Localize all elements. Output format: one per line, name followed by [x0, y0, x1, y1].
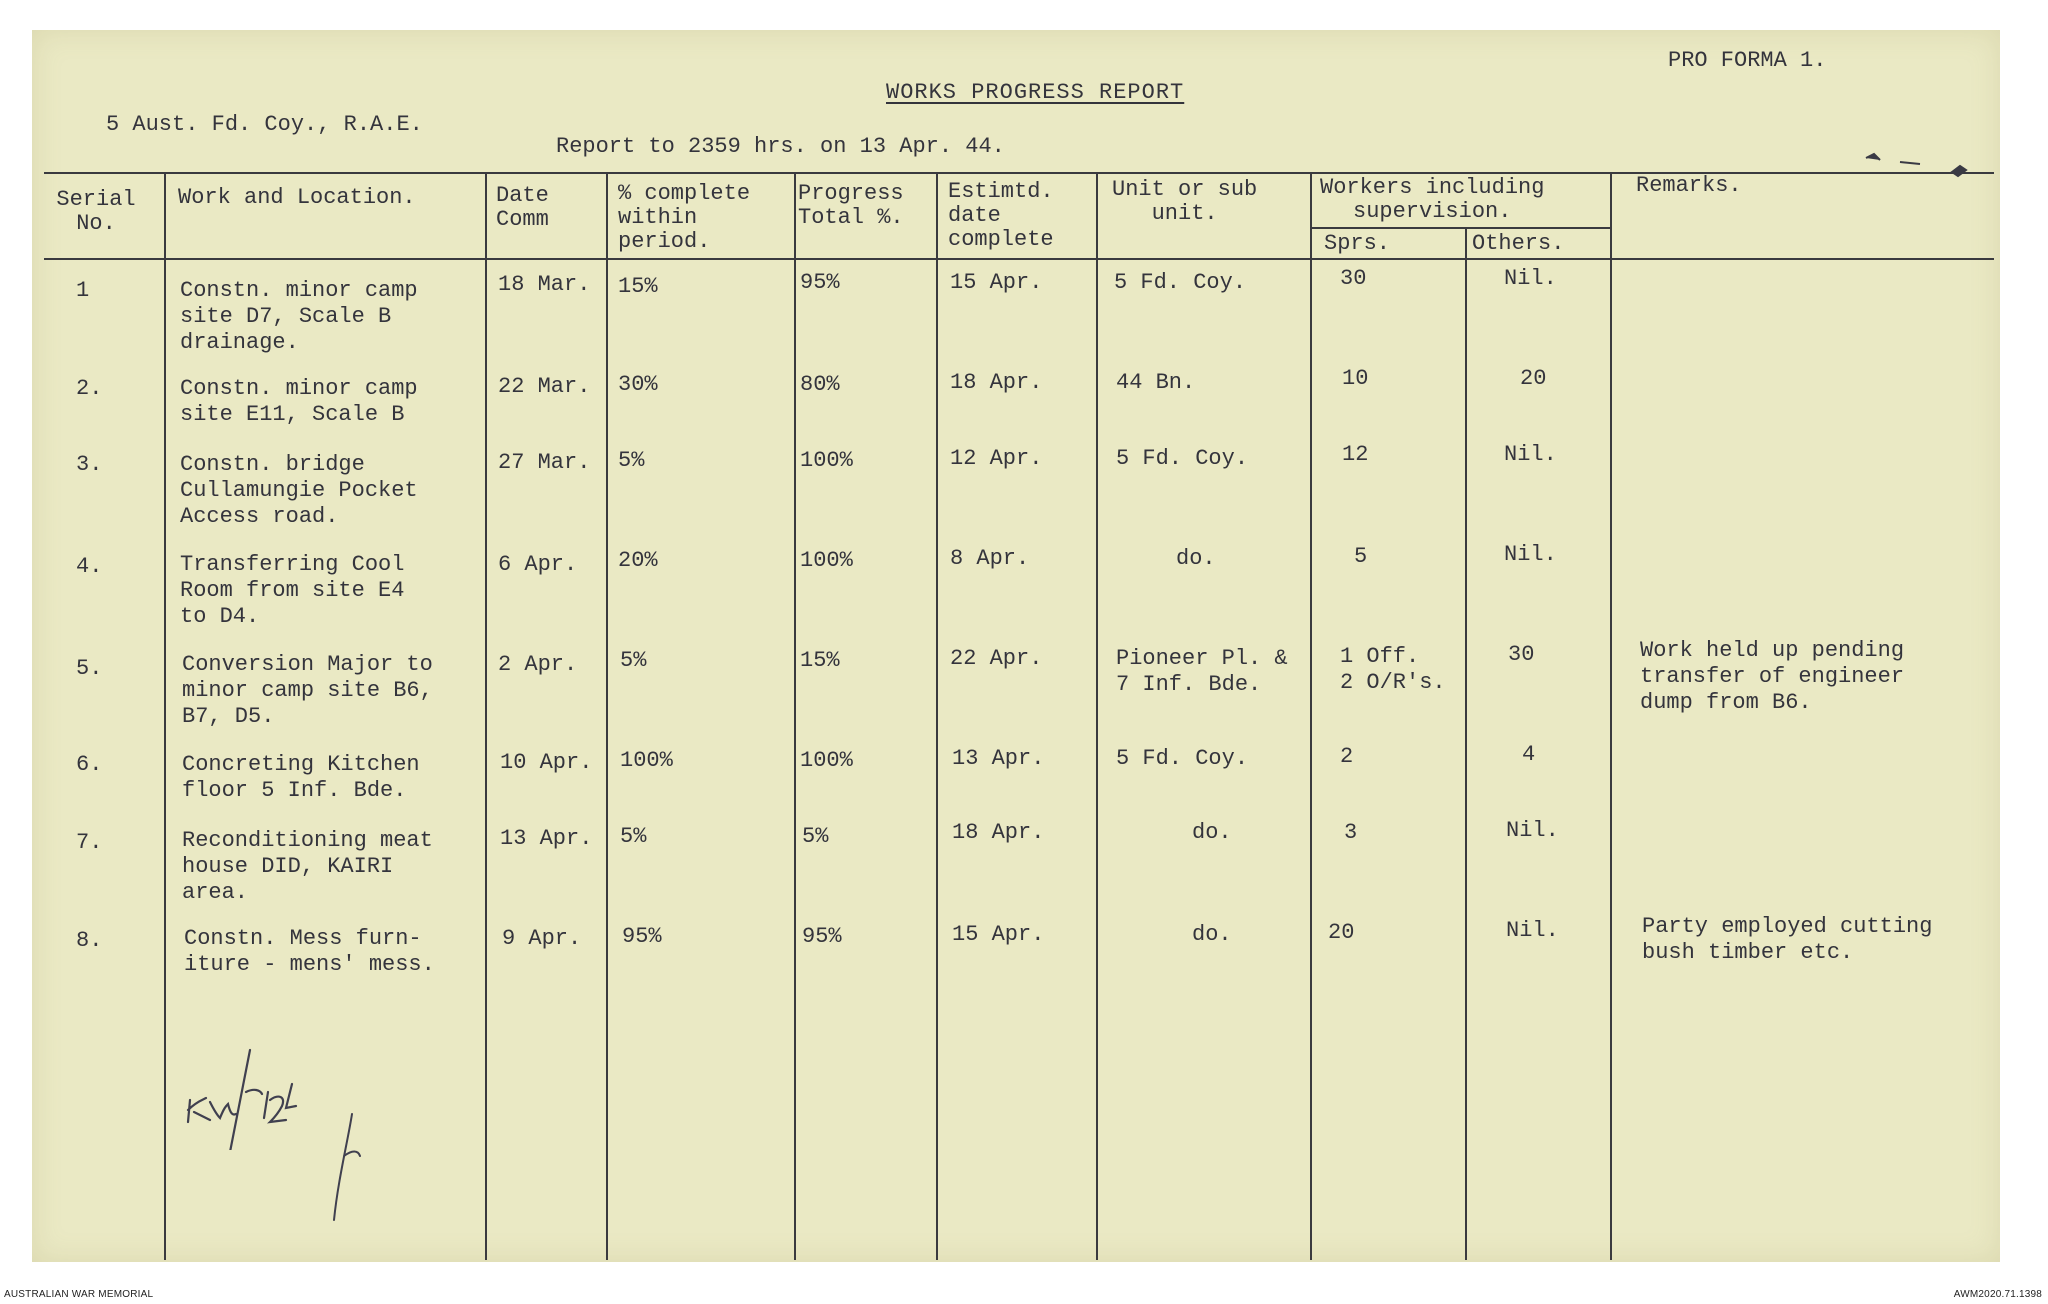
row8-est: 15 Apr. — [952, 922, 1045, 947]
row2-total: 80% — [800, 372, 840, 397]
row4-serial: 4. — [76, 554, 103, 579]
footer-reference: AWM2020.71.1398 — [1953, 1289, 2042, 1300]
row6-unit: 5 Fd. Coy. — [1116, 746, 1249, 771]
workers-sub-rule — [1312, 227, 1610, 229]
row5-serial: 5. — [76, 656, 103, 681]
row3-others: Nil. — [1504, 442, 1557, 467]
row4-est: 8 Apr. — [950, 546, 1030, 571]
row7-work: Reconditioning meat house DID, KAIRI area. — [182, 828, 433, 905]
row5-est: 22 Apr. — [950, 646, 1043, 671]
row3-pct: 5% — [618, 448, 645, 473]
header-sprs: Sprs. — [1324, 231, 1391, 256]
row4-unit: do. — [1176, 546, 1216, 571]
row7-pct: 5% — [620, 824, 647, 849]
report-to: Report to 2359 hrs. on 13 Apr. 44. — [556, 134, 1005, 159]
row1-sprs: 30 — [1340, 266, 1367, 291]
row3-total: 100% — [800, 448, 853, 473]
handwritten-mark — [322, 1110, 382, 1230]
row6-pct: 100% — [620, 748, 673, 773]
top-right-ink-marks — [1860, 148, 1990, 188]
col-rule-2 — [485, 172, 487, 1260]
row4-others: Nil. — [1504, 542, 1557, 567]
row6-work: Concreting Kitchen floor 5 Inf. Bde. — [182, 752, 420, 803]
row1-est: 15 Apr. — [950, 270, 1043, 295]
row4-work: Transferring Cool Room from site E4 to D4. — [180, 552, 405, 629]
header-others: Others. — [1472, 231, 1565, 256]
row3-est: 12 Apr. — [950, 446, 1043, 471]
col-rule-4 — [794, 172, 796, 1260]
row1-total: 95% — [800, 270, 840, 295]
row4-total: 100% — [800, 548, 853, 573]
row5-date: 2 Apr. — [498, 652, 578, 677]
row7-sprs: 3 — [1344, 820, 1358, 845]
row8-remarks: Party employed cutting bush timber etc. — [1642, 914, 1933, 965]
row2-est: 18 Apr. — [950, 370, 1043, 395]
row1-serial: 1 — [76, 278, 90, 303]
col-rule-1 — [164, 172, 166, 1260]
row6-date: 10 Apr. — [500, 750, 593, 775]
row8-others: Nil. — [1506, 918, 1559, 943]
header-workers: Workers including supervision. — [1320, 175, 1545, 224]
header-est-complete: Estimtd. date complete — [948, 179, 1054, 252]
row5-pct: 5% — [620, 648, 647, 673]
handwritten-initials-signature — [180, 1040, 340, 1150]
header-pct-within: % complete within period. — [618, 181, 751, 254]
row8-date: 9 Apr. — [502, 926, 582, 951]
row7-est: 18 Apr. — [952, 820, 1045, 845]
row2-sprs: 10 — [1342, 366, 1369, 391]
col-rule-8 — [1465, 228, 1467, 1260]
row8-unit: do. — [1192, 922, 1232, 947]
row6-est: 13 Apr. — [952, 746, 1045, 771]
row7-serial: 7. — [76, 830, 103, 855]
row6-others: 4 — [1522, 742, 1536, 767]
report-title: WORKS PROGRESS REPORT — [886, 80, 1185, 105]
row1-work: Constn. minor camp site D7, Scale B drainage. — [180, 278, 418, 355]
row5-total: 15% — [800, 648, 840, 673]
header-date-comm: Date Comm — [496, 183, 549, 232]
row2-work: Constn. minor camp site E11, Scale B — [180, 376, 418, 427]
row3-serial: 3. — [76, 452, 103, 477]
row4-sprs: 5 — [1354, 544, 1368, 569]
row2-pct: 30% — [618, 372, 658, 397]
row1-unit: 5 Fd. Coy. — [1114, 270, 1247, 295]
row8-pct: 95% — [622, 924, 662, 949]
row8-total: 95% — [802, 924, 842, 949]
row3-unit: 5 Fd. Coy. — [1116, 446, 1249, 471]
header-progress-total: Progress Total %. — [798, 181, 904, 230]
col-rule-7 — [1310, 172, 1312, 1260]
row7-others: Nil. — [1506, 818, 1559, 843]
row5-others: 30 — [1508, 642, 1535, 667]
row7-unit: do. — [1192, 820, 1232, 845]
header-work: Work and Location. — [178, 185, 416, 210]
unit-name: 5 Aust. Fd. Coy., R.A.E. — [106, 112, 423, 137]
row3-sprs: 12 — [1342, 442, 1369, 467]
row1-date: 18 Mar. — [498, 272, 591, 297]
row8-sprs: 20 — [1328, 920, 1355, 945]
row3-work: Constn. bridge Cullamungie Pocket Access road. — [180, 452, 418, 529]
row1-pct: 15% — [618, 274, 658, 299]
row2-serial: 2. — [76, 376, 103, 401]
row5-sprs: 1 Off. 2 O/R's. — [1340, 644, 1446, 695]
col-rule-6 — [1096, 172, 1098, 1260]
col-rule-3 — [606, 172, 608, 1260]
row8-work: Constn. Mess furn- iture - mens' mess. — [184, 926, 435, 977]
footer-source: AUSTRALIAN WAR MEMORIAL — [4, 1289, 154, 1300]
row1-others: Nil. — [1504, 266, 1557, 291]
col-rule-9 — [1610, 172, 1612, 1260]
row4-pct: 20% — [618, 548, 658, 573]
pro-forma-label: PRO FORMA 1. — [1668, 48, 1827, 73]
header-unit: Unit or sub unit. — [1112, 177, 1258, 226]
row5-work: Conversion Major to minor camp site B6, B7, D5. — [182, 652, 433, 729]
row7-date: 13 Apr. — [500, 826, 593, 851]
row6-serial: 6. — [76, 752, 103, 777]
col-rule-5 — [936, 172, 938, 1260]
header-bottom-rule — [44, 258, 1994, 260]
row4-date: 6 Apr. — [498, 552, 578, 577]
row6-total: 100% — [800, 748, 853, 773]
header-serial: Serial No. — [56, 187, 136, 236]
header-remarks: Remarks. — [1636, 173, 1742, 198]
row6-sprs: 2 — [1340, 744, 1354, 769]
row7-total: 5% — [802, 824, 829, 849]
row2-others: 20 — [1520, 366, 1547, 391]
row8-serial: 8. — [76, 928, 103, 953]
row5-remarks: Work held up pending transfer of engineer dump from B6. — [1640, 638, 1905, 715]
row3-date: 27 Mar. — [498, 450, 591, 475]
row2-date: 22 Mar. — [498, 374, 591, 399]
row2-unit: 44 Bn. — [1116, 370, 1196, 395]
row5-unit: Pioneer Pl. & 7 Inf. Bde. — [1116, 646, 1288, 697]
